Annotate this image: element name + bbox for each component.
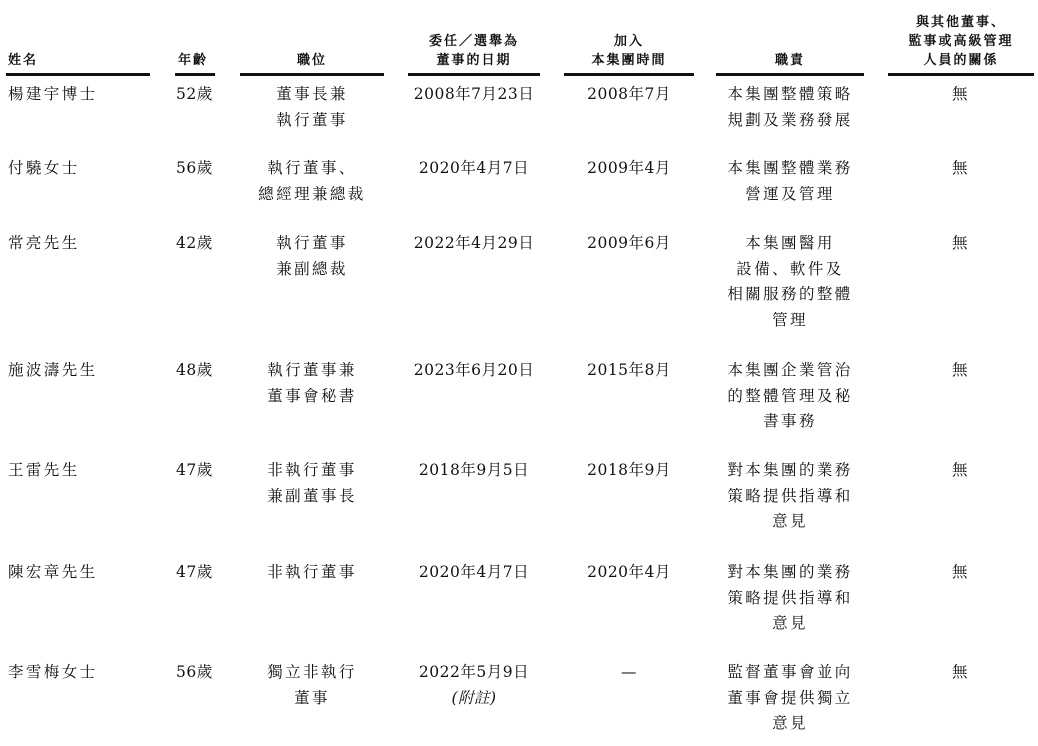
header-name-label: 姓名 bbox=[8, 53, 39, 68]
cell-age: 48歲 bbox=[176, 361, 213, 379]
cell-duties-line: 書事務 bbox=[763, 412, 817, 430]
cell-appointed-date: 2020年4月7日 bbox=[418, 159, 530, 177]
cell-duties-line: 策略提供指導和 bbox=[727, 486, 853, 505]
cell-appointed-date: 2020年4月7日 bbox=[418, 563, 530, 581]
cell-position bbox=[240, 660, 384, 711]
header-appointed-line: 董事的日期 bbox=[436, 53, 512, 68]
cell-age: 47歲 bbox=[176, 461, 213, 479]
cell-position bbox=[240, 458, 384, 509]
header-joined bbox=[564, 0, 694, 76]
header-age bbox=[178, 0, 238, 76]
cell-relationship: 無 bbox=[952, 361, 970, 379]
cell-age: 52歲 bbox=[176, 85, 213, 103]
cell-duties-line: 意見 bbox=[772, 512, 808, 530]
header-rule bbox=[716, 73, 864, 76]
cell-position-line: 執行董事 bbox=[276, 234, 348, 252]
cell-duties-line: 的整體管理及秘 bbox=[727, 386, 853, 405]
cell-name: 施波濤先生 bbox=[8, 361, 98, 379]
cell-appointed-note: (附註) bbox=[451, 688, 497, 707]
cell-appointed bbox=[400, 358, 548, 384]
cell-joined: 2008年7月 bbox=[587, 85, 671, 103]
cell-name: 常亮先生 bbox=[8, 234, 80, 252]
cell-relationship: 無 bbox=[952, 563, 970, 581]
cell-relationship: 無 bbox=[952, 85, 970, 103]
header-duties-label: 職責 bbox=[774, 53, 805, 68]
cell-position-line: 執行董事兼 bbox=[267, 361, 357, 379]
cell-appointed-date: 2023年6月20日 bbox=[413, 361, 535, 379]
header-appointed bbox=[408, 0, 540, 76]
cell-duties-line: 意見 bbox=[772, 714, 808, 732]
cell-duties-line: 監督董事會並向 bbox=[727, 663, 853, 681]
cell-name: 楊建宇博士 bbox=[8, 85, 98, 103]
header-position-label: 職位 bbox=[296, 53, 327, 68]
cell-duties bbox=[706, 458, 874, 535]
cell-joined: 2020年4月 bbox=[587, 563, 671, 581]
cell-name: 陳宏章先生 bbox=[8, 563, 98, 581]
cell-relationship: 無 bbox=[952, 461, 970, 479]
header-relationship-line: 與其他董事、 bbox=[915, 15, 1006, 30]
header-joined-line: 本集團時間 bbox=[591, 53, 667, 68]
cell-age: 42歲 bbox=[176, 234, 213, 252]
cell-joined: 2018年9月 bbox=[587, 461, 671, 479]
cell-position-line: 非執行董事 bbox=[267, 461, 357, 479]
header-rule bbox=[6, 73, 150, 76]
cell-position-line: 董事會秘書 bbox=[267, 386, 357, 405]
cell-joined: 2009年6月 bbox=[587, 234, 671, 252]
cell-position bbox=[240, 231, 384, 282]
header-relationship-line: 監事或高級管理 bbox=[908, 34, 1014, 49]
cell-joined: — bbox=[621, 663, 637, 681]
cell-duties-line: 設備、軟件及 bbox=[736, 259, 844, 278]
cell-name: 付驍女士 bbox=[8, 159, 80, 177]
cell-appointed bbox=[400, 156, 548, 182]
header-rule bbox=[240, 73, 384, 76]
header-name bbox=[8, 0, 148, 76]
cell-joined: 2009年4月 bbox=[587, 159, 671, 177]
cell-position-line: 非執行董事 bbox=[267, 563, 357, 581]
cell-position-line: 董事 bbox=[294, 688, 330, 707]
cell-position bbox=[240, 82, 384, 133]
header-rule bbox=[408, 73, 540, 76]
header-rule bbox=[564, 73, 694, 76]
header-rule bbox=[175, 73, 215, 76]
header-relationship-line: 人員的關係 bbox=[923, 53, 999, 68]
cell-duties-line: 本集團整體策略 bbox=[727, 85, 853, 103]
cell-relationship: 無 bbox=[952, 159, 970, 177]
cell-age: 47歲 bbox=[176, 563, 213, 581]
cell-appointed-date: 2022年5月9日 bbox=[418, 663, 530, 681]
cell-duties bbox=[706, 660, 874, 737]
header-joined-line: 加入 bbox=[613, 34, 644, 49]
cell-position-line: 執行董事、 bbox=[267, 159, 357, 177]
cell-duties-line: 對本集團的業務 bbox=[727, 461, 853, 479]
cell-duties bbox=[706, 82, 874, 133]
cell-position-line: 兼副總裁 bbox=[276, 259, 348, 278]
header-relationship bbox=[888, 0, 1034, 76]
cell-joined: 2015年8月 bbox=[587, 361, 671, 379]
cell-name: 李雪梅女士 bbox=[8, 663, 98, 681]
cell-duties-line: 董事會提供獨立 bbox=[727, 688, 853, 707]
cell-position-line: 兼副董事長 bbox=[267, 486, 357, 505]
header-rule bbox=[888, 73, 1034, 76]
cell-age: 56歲 bbox=[176, 663, 213, 681]
cell-duties-line: 本集團醫用 bbox=[745, 234, 835, 252]
cell-appointed-date: 2018年9月5日 bbox=[418, 461, 530, 479]
cell-duties bbox=[706, 156, 874, 207]
cell-duties bbox=[706, 358, 874, 435]
cell-duties bbox=[706, 231, 874, 333]
cell-position-line: 執行董事 bbox=[276, 110, 348, 129]
cell-duties-line: 營運及管理 bbox=[745, 184, 835, 203]
cell-appointed bbox=[400, 231, 548, 257]
cell-relationship: 無 bbox=[952, 663, 970, 681]
cell-duties-line: 意見 bbox=[772, 614, 808, 632]
cell-appointed bbox=[400, 560, 548, 586]
cell-duties-line: 管理 bbox=[772, 310, 808, 329]
cell-duties-line: 對本集團的業務 bbox=[727, 563, 853, 581]
cell-appointed bbox=[400, 82, 548, 108]
cell-position-line: 總經理兼總裁 bbox=[258, 184, 366, 203]
header-duties bbox=[716, 0, 864, 76]
cell-duties bbox=[706, 560, 874, 637]
cell-position-line: 董事長兼 bbox=[276, 85, 348, 103]
cell-duties-line: 相關服務的整體 bbox=[727, 285, 853, 303]
cell-position bbox=[240, 560, 384, 586]
cell-name: 王雷先生 bbox=[8, 461, 80, 479]
cell-duties-line: 本集團整體業務 bbox=[727, 159, 853, 177]
cell-appointed bbox=[400, 458, 548, 484]
cell-duties-line: 本集團企業管治 bbox=[727, 361, 853, 379]
cell-duties-line: 規劃及業務發展 bbox=[727, 110, 853, 129]
cell-appointed-date: 2008年7月23日 bbox=[413, 85, 535, 103]
header-position bbox=[240, 0, 384, 76]
cell-age: 56歲 bbox=[176, 159, 213, 177]
cell-position-line: 獨立非執行 bbox=[267, 663, 357, 681]
cell-appointed-date: 2022年4月29日 bbox=[413, 234, 535, 252]
cell-relationship: 無 bbox=[952, 234, 970, 252]
cell-position bbox=[240, 358, 384, 409]
cell-position bbox=[240, 156, 384, 207]
header-age-label: 年齡 bbox=[178, 53, 209, 68]
cell-appointed bbox=[400, 660, 548, 711]
header-appointed-line: 委任／選舉為 bbox=[428, 34, 519, 49]
cell-duties-line: 策略提供指導和 bbox=[727, 588, 853, 607]
